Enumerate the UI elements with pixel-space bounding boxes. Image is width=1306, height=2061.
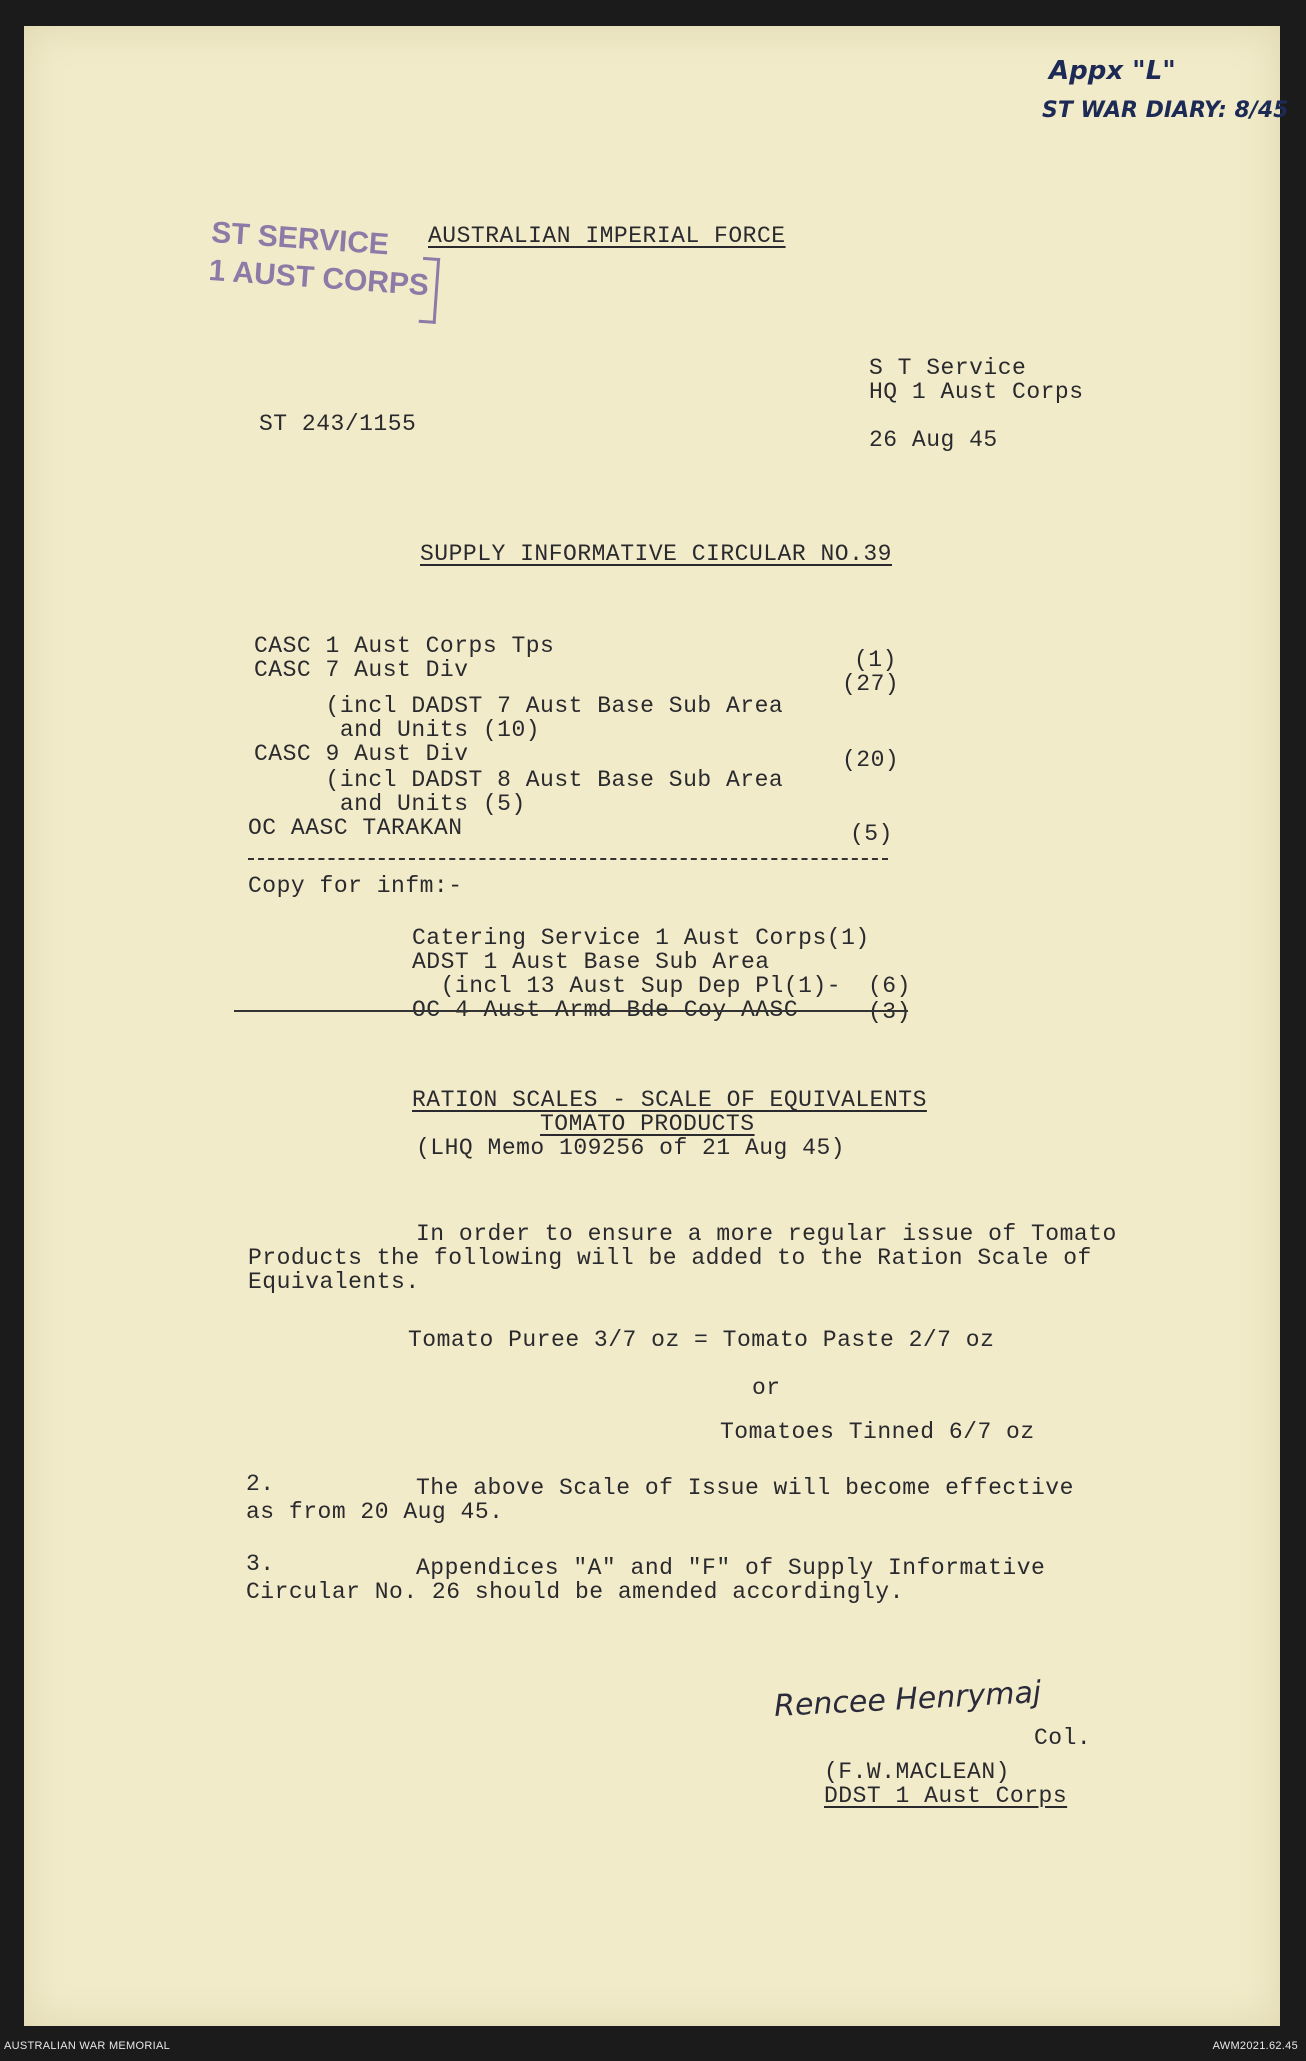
para1-line-2: Products the following will be added to the Ration Scale of	[248, 1245, 1092, 1271]
para3-line-1: Appendices "A" and "F" of Supply Informative	[416, 1555, 1046, 1581]
signature: Rencee Henrymaj	[773, 1675, 1043, 1724]
para3-number: 3.	[246, 1551, 275, 1577]
para1-line-1: In order to ensure a more regular issue of Tomato	[416, 1221, 1117, 1247]
subject-memo: (LHQ Memo 109256 of 21 Aug 45)	[416, 1135, 846, 1161]
dashed-divider	[248, 858, 888, 860]
unit-line-1: S T Service	[869, 355, 1027, 381]
copy-line: ADST 1 Aust Base Sub Area	[412, 949, 770, 975]
dist-count: (1)	[854, 647, 897, 673]
copy-underline	[234, 1010, 908, 1012]
circular-title: SUPPLY INFORMATIVE CIRCULAR NO.39	[420, 541, 892, 567]
para3-line-2: Circular No. 26 should be amended accordingly.	[246, 1579, 904, 1605]
para2-line-1: The above Scale of Issue will become effective	[416, 1475, 1074, 1501]
dist-line: CASC 9 Aust Div	[254, 741, 469, 767]
signatory-appointment: DDST 1 Aust Corps	[824, 1783, 1068, 1809]
copy-line: (incl 13 Aust Sup Dep Pl(1)-	[412, 973, 842, 999]
copy-count: (6)	[868, 973, 911, 999]
para2-number: 2.	[246, 1471, 275, 1497]
equivalent-line: Tomato Puree 3/7 oz = Tomato Paste 2/7 oz	[408, 1327, 995, 1353]
signatory-name: (F.W.MACLEAN)	[824, 1759, 1010, 1785]
copy-count: (3)	[868, 999, 911, 1025]
copy-for-label: Copy for infm:-	[248, 873, 463, 899]
footer-source: AUSTRALIAN WAR MEMORIAL	[4, 2040, 171, 2052]
stamp-bracket	[419, 257, 441, 324]
dist-line: and Units (10)	[254, 717, 541, 743]
dist-line: CASC 7 Aust Div	[254, 657, 469, 683]
dist-count: (5)	[850, 821, 893, 847]
document-page	[24, 26, 1289, 2026]
dist-count: (20)	[842, 747, 900, 773]
para2-line-2: as from 20 Aug 45.	[246, 1499, 504, 1525]
footer-accession: AWM2021.62.45	[1212, 2040, 1298, 2052]
unit-stamp	[206, 214, 442, 328]
alternative-line: Tomatoes Tinned 6/7 oz	[720, 1419, 1035, 1445]
copy-line: Catering Service 1 Aust Corps(1)	[412, 925, 870, 951]
copy-line: OC 4 Aust Armd Bde Coy AASC	[412, 997, 799, 1023]
subject-line-1: RATION SCALES - SCALE OF EQUIVALENTS	[412, 1087, 927, 1113]
dist-line: OC AASC TARAKAN	[248, 815, 463, 841]
dist-line: CASC 1 Aust Corps Tps	[254, 633, 555, 659]
war-diary-annotation: ST WAR DIARY: 8/45	[1042, 98, 1289, 123]
reference-number: ST 243/1155	[259, 411, 417, 437]
stamp-line-1: ST SERVICE	[210, 216, 390, 262]
stamp-line-2: 1 AUST CORPS	[207, 253, 430, 303]
or-text: or	[752, 1375, 781, 1401]
para1-line-3: Equivalents.	[248, 1269, 420, 1295]
dist-count: (27)	[842, 671, 900, 697]
document-date: 26 Aug 45	[869, 427, 998, 453]
unit-line-2: HQ 1 Aust Corps	[869, 379, 1084, 405]
force-heading: AUSTRALIAN IMPERIAL FORCE	[428, 223, 786, 249]
signature-rank: Col.	[1034, 1725, 1092, 1751]
dist-line: and Units (5)	[254, 791, 526, 817]
subject-line-2: TOMATO PRODUCTS	[540, 1111, 755, 1137]
dist-line: (incl DADST 7 Aust Base Sub Area	[254, 693, 784, 719]
appendix-annotation: Appx "L"	[1049, 56, 1176, 86]
dist-line: (incl DADST 8 Aust Base Sub Area	[254, 767, 784, 793]
